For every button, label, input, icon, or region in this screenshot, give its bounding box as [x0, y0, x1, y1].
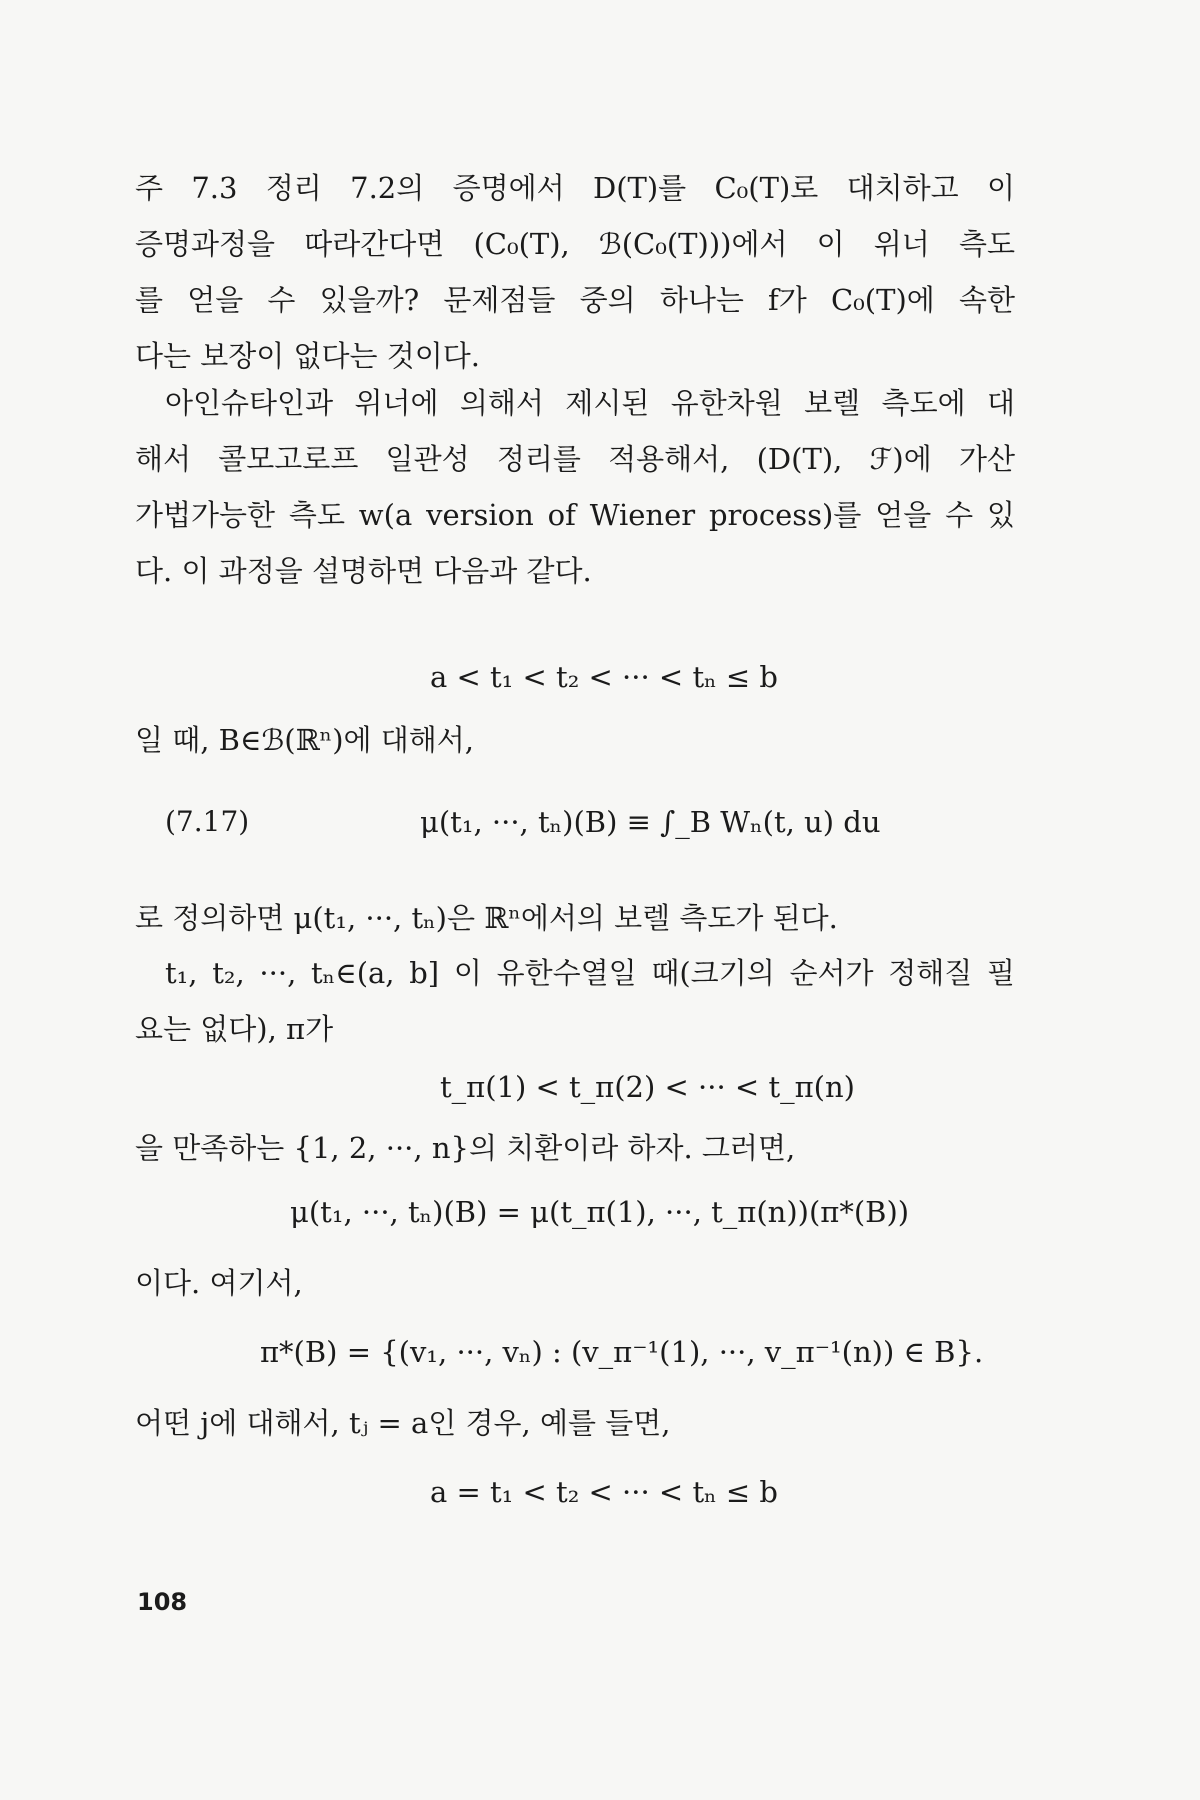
remark-line-4: 다는 보장이 없다는 것이다.: [135, 339, 481, 373]
paragraph-2: [135, 945, 1015, 1057]
para1-line-1: 아인슈타인과 위너에 의해서 제시된 유한차원 보렐 측도에 대: [165, 386, 1015, 420]
para2-line-1: t₁, t₂, ···, tₙ∈(a, b] 이 유한수열일 때(크기의 순서가 정해질 필: [165, 956, 1015, 990]
equation-endpoint-case: a = t₁ < t₂ < ··· < tₙ ≤ b: [430, 1475, 778, 1509]
remark-line-1: 주 7.3 정리 7.2의 증명에서 D(T)를 C₀(T)로 대치하고 이: [135, 171, 1015, 205]
para1-line-2: 해서 콜모고로프 일관성 정리를 적용해서, (D(T), ℱ)에 가산: [135, 442, 1015, 476]
equation-7-17: μ(t₁, ···, tₙ)(B) ≡ ∫_B Wₙ(t, u) du: [420, 805, 881, 839]
text-line-6: 어떤 j에 대해서, tⱼ = a인 경우, 예를 들면,: [135, 1406, 671, 1440]
equation-order: a < t₁ < t₂ < ··· < tₙ ≤ b: [430, 660, 778, 694]
equation-measure-permutation: μ(t₁, ···, tₙ)(B) = μ(t_π(1), ···, t_π(n))(π*(B)): [290, 1195, 910, 1229]
remark-7-3: [135, 160, 1015, 384]
para2-line-2: 요는 없다), π가: [135, 1012, 334, 1046]
text-line-2: 일 때, B∈ℬ(ℝⁿ)에 대해서,: [135, 723, 475, 757]
remark-line-3: 를 얻을 수 있을까? 문제점들 중의 하나는 f가 C₀(T)에 속한: [135, 283, 1015, 317]
para1-line-4: 다. 이 과정을 설명하면 다음과 같다.: [135, 554, 592, 588]
equation-number-7-17: (7.17): [165, 805, 250, 838]
para1-line-3: 가법가능한 측도 w(a version of Wiener process)를 얻을 수 있: [135, 498, 1015, 532]
text-line-3: 로 정의하면 μ(t₁, ···, tₙ)은 ℝⁿ에서의 보렐 측도가 된다.: [135, 901, 838, 935]
equation-pi-star: π*(B) = {(v₁, ···, vₙ) : (v_π⁻¹(1), ···, v_π⁻¹(n)) ∈ B}.: [260, 1335, 984, 1369]
text-line-4: 을 만족하는 {1, 2, ···, n}의 치환이라 하자. 그러면,: [135, 1131, 796, 1165]
text-line-5: 이다. 여기서,: [135, 1266, 303, 1300]
remark-line-2: 증명과정을 따라간다면 (C₀(T), ℬ(C₀(T)))에서 이 위너 측도: [135, 227, 1015, 261]
page-number: 108: [137, 1588, 188, 1616]
paragraph-1: [135, 375, 1015, 599]
equation-permutation-order: t_π(1) < t_π(2) < ··· < t_π(n): [440, 1070, 855, 1104]
